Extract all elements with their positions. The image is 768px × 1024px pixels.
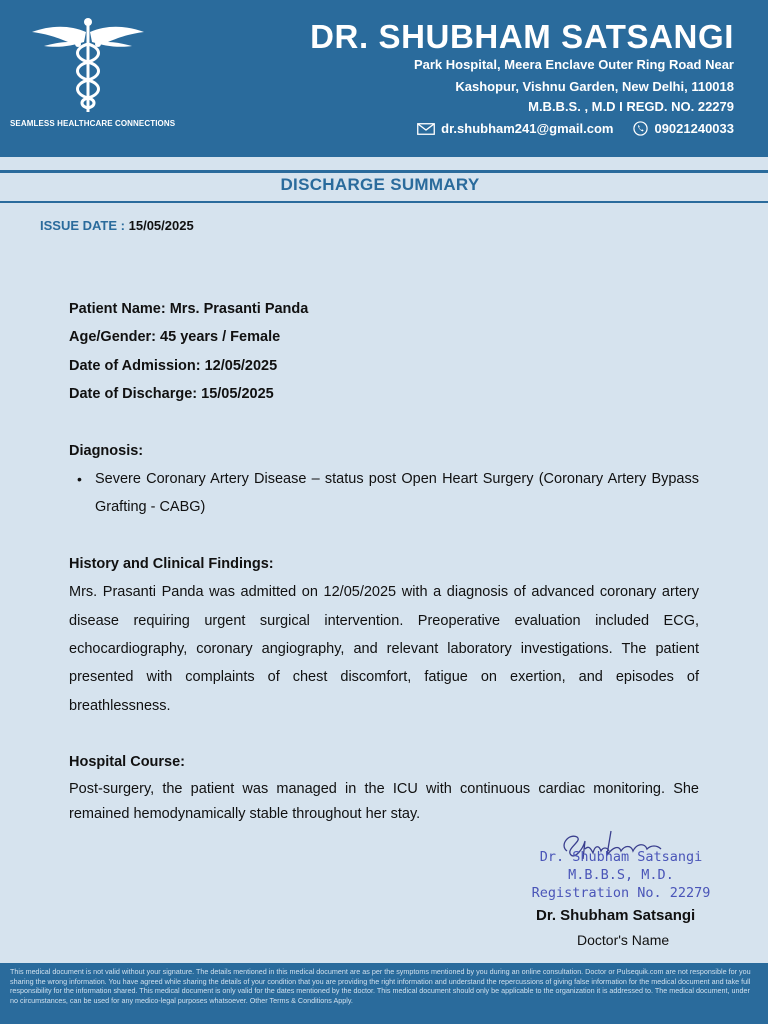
phone-number[interactable]: 09021240033 (654, 121, 734, 136)
phone-icon (633, 121, 648, 136)
issue-date (40, 218, 194, 233)
address-line-1: Park Hospital, Meera Enclave Outer Ring Road Near (413, 57, 734, 72)
footer-disclaimer (0, 963, 768, 1024)
diagnosis-list (69, 465, 699, 522)
course-text: Post-surgery, the patient was managed in the ICU with continuous cardiac monitoring. She remained hemodynamically stable throughout her stay. (69, 780, 699, 822)
stamp-registration: Registration No. 22279 (531, 885, 711, 901)
history-text: Mrs. Prasanti Panda was admitted on 12/05/2025 with a diagnosis of advanced coronary artery disease requiring urgent surgical intervention. Preoperative evaluation included ECG, echocardiography, coronary angiography, and relevant laboratory investigations. The patient presented with complaints of chest discomfort, fatigue on exertion, and episodes of breathlessness. (69, 584, 699, 714)
title-rule-top (0, 170, 768, 173)
title-rule-bottom (0, 201, 768, 203)
caduceus-icon (28, 14, 148, 114)
discharge-date: Date of Discharge: 15/05/2025 (69, 386, 274, 403)
course-heading: Hospital Course: (69, 754, 186, 771)
signatory-name: Dr. Shubham Satsangi (536, 907, 696, 924)
email-link[interactable]: dr.shubham241@gmail.com (441, 121, 614, 136)
envelope-icon (417, 123, 435, 135)
issue-date-label: ISSUE DATE : (40, 218, 125, 233)
signatory-role: Doctor's Name (577, 932, 670, 948)
patient-age-gender: Age/Gender: 45 years / Female (69, 329, 281, 346)
tagline: SEAMLESS HEALTHCARE CONNECTIONS (10, 119, 176, 128)
disclaimer-text: This medical document is not valid without your signature. The details mentioned in this medical document are as per the symptoms mentioned by you during an online consultation. Doctor or Pulsequik.com are not responsible for you sharing the wrong information. You have agreed while sharing the details of your condition that you are providing the right information and understand the repercussions of giving false information for the medical document and take full responsibility for the information shared. This medical document is only valid for the dates mentioned by the doctor. This medical document should only be applicable to the organization it is addressed to. The medical document, under no circumstances, can be used for any medico-legal purposes whatsoever. Other Terms & Conditions Apply. (10, 967, 751, 1005)
admission-date: Date of Admission: 12/05/2025 (69, 357, 278, 374)
history-heading: History and Clinical Findings: (69, 555, 274, 572)
address-line-2: Kashopur, Vishnu Garden, New Delhi, 110018 (455, 79, 734, 94)
summary-body (69, 295, 699, 827)
contact-row (417, 121, 734, 136)
qualifications: M.B.B.S. , M.D I REGD. NO. 22279 (528, 99, 734, 114)
stamp-degree: M.B.B.S, M.D. (568, 867, 674, 883)
letterhead-header (0, 0, 768, 157)
doctor-stamp (526, 848, 716, 902)
list-item: • Severe Coronary Artery Disease – status post Open Heart Surgery (Coronary Artery Bypass Grafting - CABG) (69, 465, 699, 522)
patient-name: Patient Name: Mrs. Prasanti Panda (69, 301, 309, 317)
document-title: DISCHARGE SUMMARY (280, 175, 480, 194)
diagnosis-heading: Diagnosis: (69, 442, 144, 459)
doctor-name-heading: DR. SHUBHAM SATSANGI (310, 18, 734, 55)
stamp-name: Dr. Shubham Satsangi (539, 849, 703, 865)
issue-date-value: 15/05/2025 (128, 218, 194, 233)
